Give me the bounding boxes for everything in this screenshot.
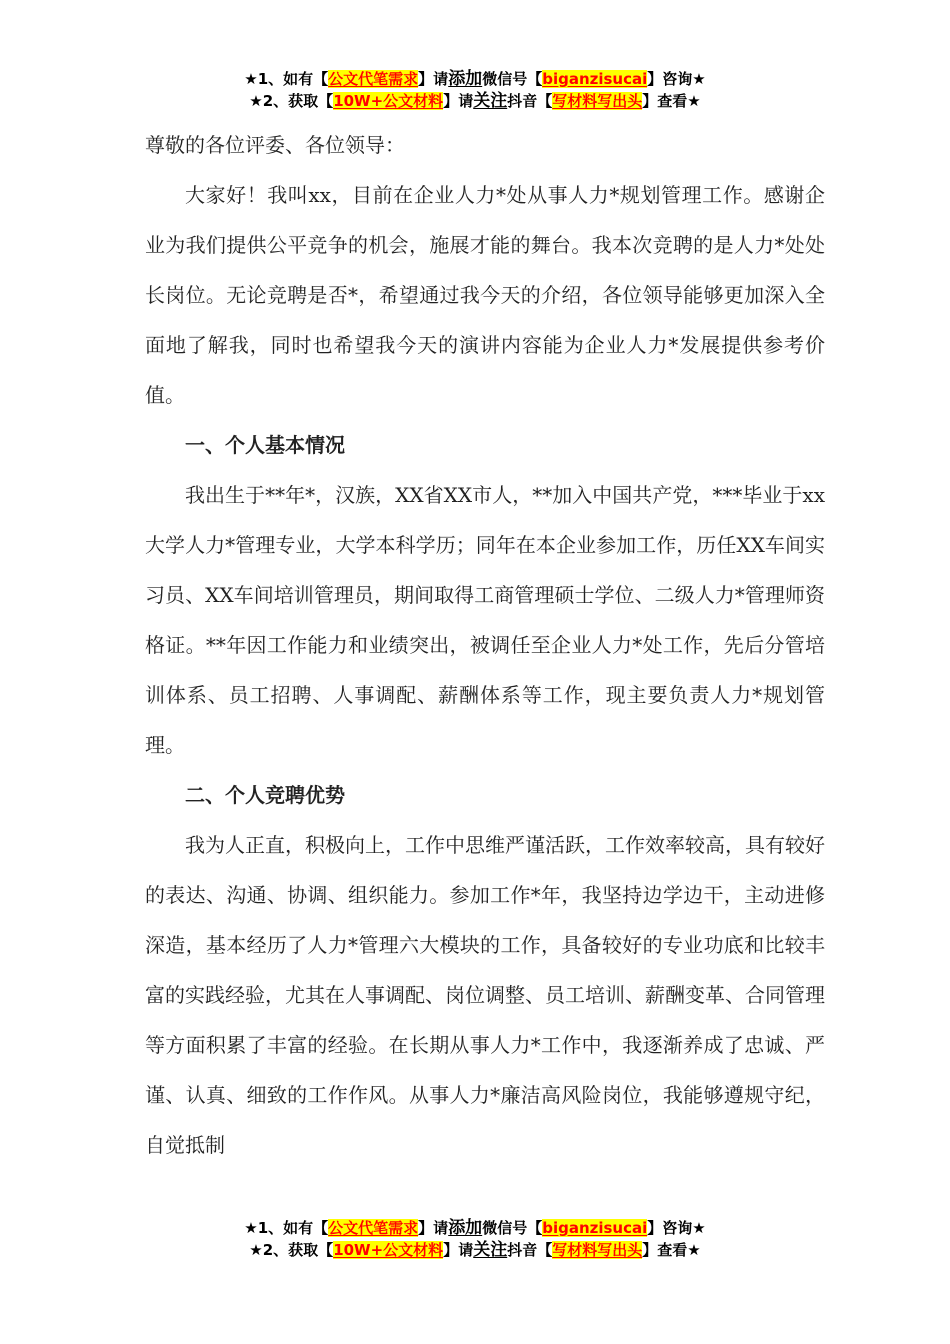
footer-promo-banner [0,1217,950,1261]
promo-line2-highlight-douyin: 写材料写出头 [552,1241,643,1259]
advantages-paragraph: 我为人正直，积极向上，工作中思维严谨活跃，工作效率较高，具有较好的表达、沟通、协调、组织能力。参加工作*年，我坚持边学边干，主动进修深造，基本经历了人力*管理六大模块的工作，具备较好的专业功底和比较丰富的实践经验，尤其在人事调配、岗位调整、员工培训、薪酬变革、合同管理等方面积累了丰富的经验。在长期从事人力*工作中，我逐渐养成了忠诚、严谨、认真、细致的工作作风。从事人力*廉洁高风险岗位，我能够遵规守纪，自觉抵制 [145,833,825,1157]
intro-paragraph: 大家好！我叫xx，目前在企业人力*处从事人力*规划管理工作。感谢企业为我们提供公平竞争的机会，施展才能的舞台。我本次竞聘的是人力*处处长岗位。无论竞聘是否*，希望通过我今天的介绍，各位领导能够更加深入全面地了解我，同时也希望我今天的演讲内容能为企业人力*发展提供参考价值。 [145,183,825,407]
basic-info-paragraph: 我出生于**年*，汉族，XX省XX市人，**加入中国共产党，***毕业于xx大学人力*管理专业，大学本科学历；同年在本企业参加工作，历任XX车间实习员、XX车间培训管理员，期间取得工商管理硕士学位、二级人力*管理师资格证。**年因工作能力和业绩突出，被调任至企业人力*处工作，先后分管培训体系、员工招聘、人事调配、薪酬体系等工作，现主要负责人力*规划管理。 [145,483,825,757]
promo-line2-suffix: 】查看★ [642,92,701,110]
promo-line2-prefix: ★2、获取【 [249,92,334,110]
salutation: 尊敬的各位评委、各位领导： [145,133,405,157]
promo-line1-suffix: 】咨询★ [647,70,706,88]
promo-line1-emphasis: 添加 [448,1218,483,1238]
document-body [145,120,825,1170]
promo-line2-prefix: ★2、获取【 [249,1241,334,1259]
promo-line1-suffix: 】咨询★ [647,1219,706,1237]
promo-line2-mid2: 抖音【 [507,1241,553,1259]
promo-line2-mid1: 】请 [443,92,474,110]
section-heading-basic-info: 一、个人基本情况 [185,433,345,457]
promo-line-1 [0,68,950,90]
promo-line2-highlight-materials: 10W+公文材料 [333,92,444,110]
promo-line2-emphasis: 关注 [473,1240,508,1260]
promo-line1-mid2: 微信号【 [482,70,543,88]
promo-line-2 [0,90,950,112]
promo-line-2 [0,1239,950,1261]
promo-line1-mid1: 】请 [418,1219,449,1237]
section-heading-advantages: 二、个人竞聘优势 [185,783,345,807]
promo-line2-highlight-materials: 10W+公文材料 [333,1241,444,1259]
promo-line1-highlight-wechat: biganzisucai [542,70,648,88]
promo-line2-highlight-douyin: 写材料写出头 [552,92,643,110]
promo-line1-emphasis: 添加 [448,69,483,89]
promo-line-1 [0,1217,950,1239]
promo-line1-prefix: ★1、如有【 [244,1219,329,1237]
promo-line1-mid1: 】请 [418,70,449,88]
promo-line2-emphasis: 关注 [473,91,508,111]
promo-line2-mid1: 】请 [443,1241,474,1259]
promo-line2-mid2: 抖音【 [507,92,553,110]
promo-line1-highlight-service: 公文代笔需求 [328,70,419,88]
promo-line1-highlight-wechat: biganzisucai [542,1219,648,1237]
header-promo-banner [0,68,950,112]
promo-line1-prefix: ★1、如有【 [244,70,329,88]
promo-line1-mid2: 微信号【 [482,1219,543,1237]
promo-line1-highlight-service: 公文代笔需求 [328,1219,419,1237]
promo-line2-suffix: 】查看★ [642,1241,701,1259]
